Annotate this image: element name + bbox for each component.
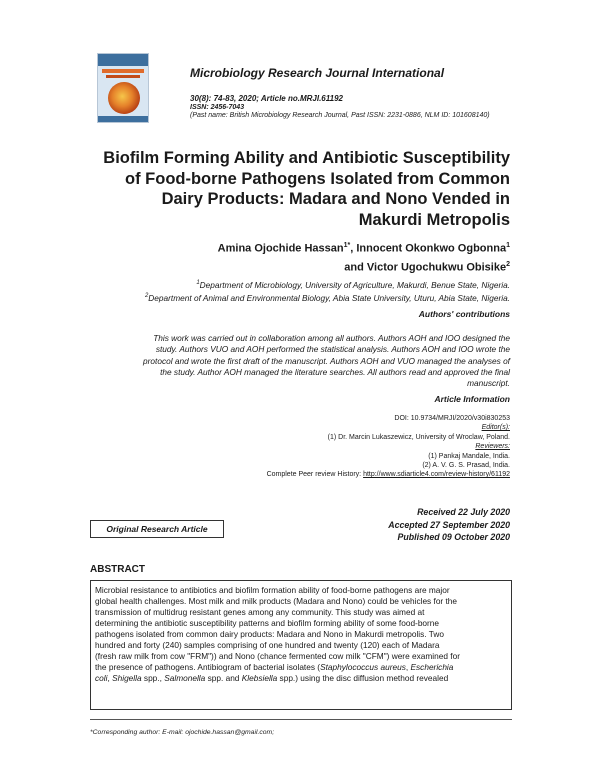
editors-label: Editor(s): xyxy=(481,424,510,432)
title-line: Makurdi Metropolis xyxy=(358,210,510,229)
review-history-link[interactable]: http://www.sdiarticle4.com/review-history/61192 xyxy=(363,471,510,479)
abstract-line xyxy=(95,673,507,684)
doi: DOI: 10.9734/MRJI/2020/v30i830253 xyxy=(394,415,510,422)
abstract-line: global health challenges. Most milk and milk products (Madara and Nono) could be vehicles for the xyxy=(95,596,458,606)
contributions-text xyxy=(80,333,510,389)
abstract-line: pathogens isolated from common dairy products: Madara and Nono in Makurdi metropolis. Two xyxy=(95,629,444,639)
article-info xyxy=(267,414,510,480)
abstract-line: hundred and forty (240) samples comprising of one hundred and twenty (120) each of Madara xyxy=(95,640,440,650)
author-sup: 2 xyxy=(506,260,510,268)
contributions-heading: Authors' contributions xyxy=(418,309,510,319)
publication-dates xyxy=(388,506,510,544)
reviewer: (1) Pankaj Mandale, India. xyxy=(428,452,510,460)
article-type-box: Original Research Article xyxy=(90,520,224,538)
species-name: coli xyxy=(95,673,108,683)
cover-subtitle-bar xyxy=(106,75,140,78)
contributions-line: protocol and wrote the first draft of the manuscript. Authors AOH and VUO managed the analyses of xyxy=(143,355,510,366)
editor: (1) Dr. Marcin Lukaszewicz, University of Wroclaw, Poland. xyxy=(327,433,510,441)
title-line: Dairy Products: Madara and Nono Vended in xyxy=(161,190,510,208)
abstract-line: Microbial resistance to antibiotics and biofilm formation ability of food-borne pathogens are major xyxy=(95,585,450,595)
abstract-fragment: spp., xyxy=(141,673,165,683)
former-name: (Past name: British Microbiology Research Journal, Past ISSN: 2231-0886, NLM ID: 101608140) xyxy=(190,112,490,119)
paper-title xyxy=(70,148,510,230)
author-name: Innocent Okonkwo Ogbonna xyxy=(356,242,507,255)
author-list xyxy=(218,238,510,275)
author-name: Amina Ojochide Hassan xyxy=(217,242,344,255)
species-name: Klebsiella xyxy=(241,673,278,683)
cover-artwork xyxy=(108,82,140,114)
article-info-heading: Article Information xyxy=(434,394,510,404)
abstract-fragment: the presence of pathogens. Antibiogram of bacterial isolates ( xyxy=(95,662,321,672)
author-sup: 1* xyxy=(343,242,351,249)
footnote-divider xyxy=(90,719,512,720)
author-sup: 1 xyxy=(506,242,510,249)
abstract-box xyxy=(90,580,512,710)
abstract-fragment: , xyxy=(107,673,113,683)
species-name: Salmonella xyxy=(164,673,206,683)
journal-name: Microbiology Research Journal International xyxy=(190,66,445,80)
issn: ISSN: 2456-7043 xyxy=(190,104,245,111)
history-label: Complete Peer review History: xyxy=(266,471,364,479)
corresponding-author-footnote: *Corresponding author: E-mail: ojochide.hassan@gmail.com; xyxy=(90,729,275,736)
title-line: of Food-borne Pathogens Isolated from Common xyxy=(125,169,510,188)
cover-title-bar xyxy=(102,69,144,73)
affiliations xyxy=(145,278,510,304)
abstract-line: determining the antibiotic susceptibility patterns and biofilm forming ability of some food-borne xyxy=(95,618,440,628)
abstract-heading: ABSTRACT xyxy=(90,564,145,575)
affiliation: Department of Microbiology, University of Agriculture, Makurdi, Benue State, Nigeria. xyxy=(199,279,510,290)
affiliation-sup: 2 xyxy=(144,292,149,299)
reviewers-label: Reviewers: xyxy=(475,443,510,451)
volume-info: 30(8): 74-83, 2020; Article no.MRJI.61192 xyxy=(190,94,343,103)
journal-cover-image xyxy=(97,53,149,123)
abstract-line xyxy=(95,662,507,673)
affiliation: Department of Animal and Environmental Biology, Abia State University, Uturu, Abia State, Nigeria. xyxy=(148,292,510,303)
published-date: Published 09 October 2020 xyxy=(397,532,510,542)
abstract-fragment: , xyxy=(405,662,411,672)
species-name: Staphylococcus aureus xyxy=(320,662,406,672)
reviewer: (2) A. V. G. S. Prasad, India. xyxy=(422,462,510,470)
author-and: and xyxy=(344,261,367,274)
received-date: Received 22 July 2020 xyxy=(417,507,510,517)
contributions-line: This work was carried out in collaboration among all authors. Authors AOH and IOO designed the xyxy=(153,333,510,343)
abstract-line: transmission of multidrug resistant genes among any community. This study was aimed at xyxy=(95,607,425,617)
species-name: Shigella xyxy=(112,673,142,683)
author-name: Victor Ugochukwu Obisike xyxy=(366,261,507,274)
title-line: Biofilm Forming Ability and Antibiotic Susceptibility xyxy=(103,149,510,167)
cover-footer-band xyxy=(98,116,148,122)
species-name: Escherichia xyxy=(410,662,454,672)
accepted-date: Accepted 27 September 2020 xyxy=(388,519,510,530)
abstract-fragment: spp.) using the disc diffusion method revealed xyxy=(277,673,449,683)
contributions-line: study. Authors VUO and AOH performed the statistical analysis. Authors AOH and IOO wrote the xyxy=(155,344,510,355)
author-separator: , xyxy=(350,242,357,255)
contributions-line: manuscript. xyxy=(467,378,510,389)
abstract-fragment: spp. and xyxy=(205,673,242,683)
abstract-line: (fresh raw milk from cow "FRM")) and Nono (chance fermented cow milk "CFM") were examined for xyxy=(95,651,460,661)
cover-header-band xyxy=(98,54,148,66)
contributions-line: the study. Author AOH managed the literature searches. All authors read and approved the final xyxy=(160,366,510,377)
affiliation-sup: 1 xyxy=(196,280,200,286)
